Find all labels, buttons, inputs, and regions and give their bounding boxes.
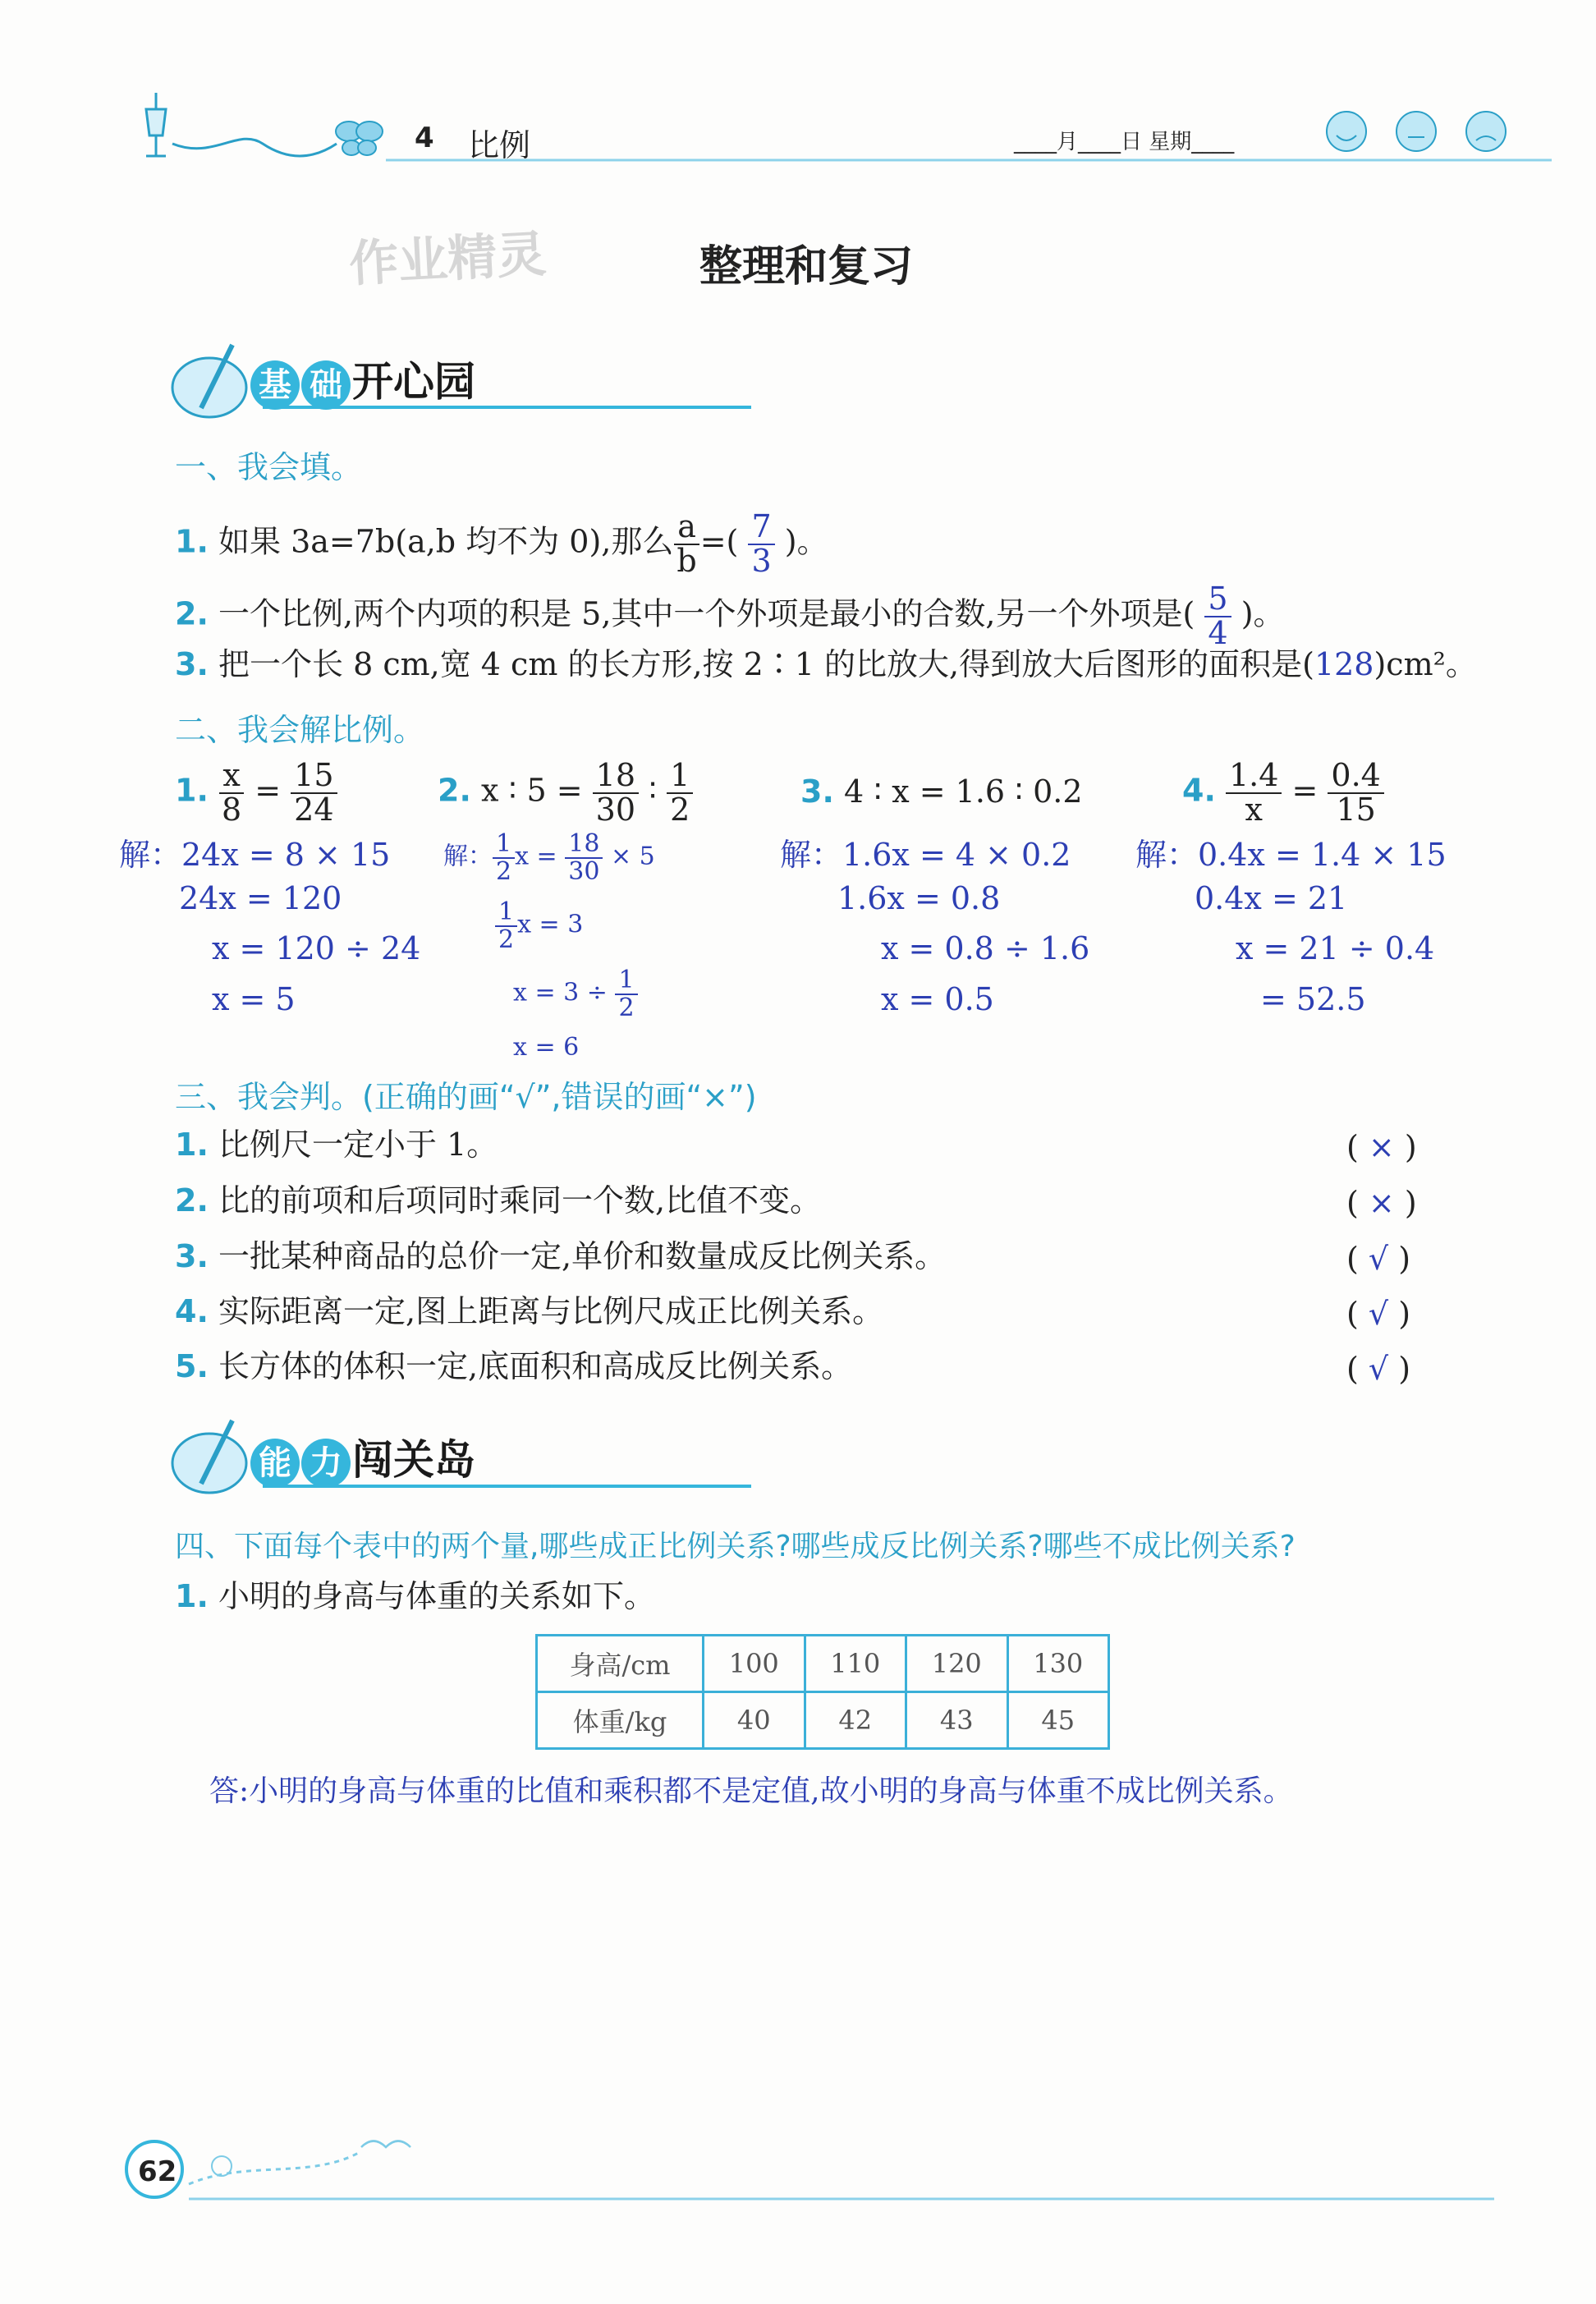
badge-li: 力 — [301, 1439, 351, 1488]
brush-icon-2 — [168, 1414, 259, 1496]
answer-128: 128 — [1314, 646, 1374, 682]
p4-step3: x = 21 ÷ 0.4 — [1236, 930, 1435, 966]
table-cell: 120 — [906, 1636, 1008, 1692]
date-line: ____月____日 星期____ — [1014, 130, 1235, 154]
p4-step2: 0.4x = 21 — [1195, 880, 1348, 916]
banner-basic — [250, 349, 475, 410]
s4-q1: 1. 小明的身高与体重的关系如下。 — [175, 1578, 655, 1614]
banner-basic-text: 开心园 — [352, 358, 475, 406]
answer-7-3: $\frac{7}{3}$ — [748, 511, 774, 578]
wavy-line — [172, 139, 337, 156]
p2-step2: $\frac{1}{2}$ x = 3 — [495, 899, 583, 952]
s2-p1: 1. $\frac{x}{8}$ = $\frac{15}{24}$ — [175, 760, 337, 827]
section2-title: 二、我会解比例。 — [175, 712, 425, 748]
banner-ability — [250, 1427, 475, 1488]
p2-step3: x = 3 ÷ $\frac{1}{2}$ — [513, 967, 638, 1021]
p4-step4: = 52.5 — [1260, 981, 1366, 1017]
butterfly-icon — [336, 122, 383, 155]
unit-title: 比例 — [468, 127, 531, 163]
table-cell: 45 — [1007, 1692, 1109, 1749]
lamp-icon — [146, 93, 166, 156]
s2-p2: 2. x ∶ 5 = $\frac{18}{30}$ ∶ $\frac{1}{2}$ — [438, 760, 693, 827]
frac-a-b: $\frac{a}{b}$ — [673, 511, 699, 578]
judge-item-1: 1. 比例尺一定小于 1。 — [175, 1127, 498, 1163]
table-cell: 身高/cm — [537, 1636, 704, 1692]
judge-item-5: 5. 长方体的体积一定,底面积和高成反比例关系。 — [175, 1348, 853, 1384]
badge-chu: 础 — [301, 360, 351, 410]
brush-icon — [168, 338, 259, 420]
table-cell: 40 — [704, 1692, 805, 1749]
table-cell: 42 — [805, 1692, 906, 1749]
section3-title: 三、我会判。(正确的画“√”,错误的画“×”) — [175, 1079, 757, 1115]
unit-number: 4 — [415, 122, 434, 154]
watermark: 作业精灵 — [347, 225, 548, 294]
p3-step4: x = 0.5 — [881, 981, 994, 1017]
table-row — [537, 1692, 1109, 1749]
table-cell: 43 — [906, 1692, 1008, 1749]
judge-item-2: 2. 比的前项和后项同时乘同一个数,比值不变。 — [175, 1182, 822, 1219]
p2-step1: 解： $\frac{1}{2}$ x = $\frac{18}{30}$ × 5 — [443, 829, 655, 886]
banner-ability-text: 闯关岛 — [352, 1436, 475, 1484]
p1-step1: 解：24x = 8 × 15 — [119, 837, 391, 873]
height-weight-table — [535, 1634, 1110, 1750]
s4-answer: 答:小明的身高与体重的比值和乘积都不是定值,故小明的身高与体重不成比例关系。 — [209, 1774, 1293, 1808]
p1-step4: x = 5 — [212, 981, 296, 1017]
table-cell: 110 — [805, 1636, 906, 1692]
answer-5-4: $\frac{5}{4}$ — [1204, 583, 1231, 650]
page-title: 整理和复习 — [699, 241, 914, 291]
table-cell: 130 — [1007, 1636, 1109, 1692]
judge-answer-5: ( √ ) — [1346, 1351, 1411, 1387]
p3-step3: x = 0.8 ÷ 1.6 — [881, 930, 1090, 966]
footer-decoration — [115, 2102, 1511, 2201]
table-row — [537, 1636, 1109, 1692]
judge-answer-2: ( × ) — [1346, 1185, 1417, 1221]
badge-neng: 能 — [250, 1439, 300, 1488]
section1-title: 一、我会填。 — [175, 449, 363, 485]
s2-p3: 3. 4 ∶ x = 1.6 ∶ 0.2 — [800, 773, 1083, 810]
judge-answer-4: ( √ ) — [1346, 1296, 1411, 1332]
judge-answer-3: ( √ ) — [1346, 1241, 1411, 1277]
p2-step4: x = 6 — [513, 1033, 580, 1062]
header-decoration — [123, 86, 1552, 177]
s1-q3: 3. 把一个长 8 cm,宽 4 cm 的长方形,按 2∶1 的比放大,得到放大后图形的面积是(128)cm²。 — [175, 646, 1477, 682]
judge-answer-1: ( × ) — [1346, 1129, 1417, 1165]
banner-basic-underline — [263, 406, 751, 409]
table-cell: 体重/kg — [537, 1692, 704, 1749]
s1-q1: 1. 如果 3a=7b(a,b 均不为 0),那么 $\frac{a}{b}$ =( $\frac{7}{3}$ )。 — [175, 508, 828, 579]
page-number: 62 — [138, 2155, 177, 2188]
p4-step1: 解：0.4x = 1.4 × 15 — [1135, 837, 1447, 873]
judge-item-4: 4. 实际距离一定,图上距离与比例尺成正比例关系。 — [175, 1293, 884, 1329]
p1-step2: 24x = 120 — [179, 880, 342, 916]
smiley-icons — [1327, 112, 1506, 151]
bird-icon — [361, 2141, 410, 2148]
p1-step3: x = 120 ÷ 24 — [212, 930, 421, 966]
section4-title: 四、下面每个表中的两个量,哪些成正比例关系?哪些成反比例关系?哪些不成比例关系? — [175, 1530, 1296, 1563]
table-cell: 100 — [704, 1636, 805, 1692]
s2-p4: 4. $\frac{1.4}{x}$ = $\frac{0.4}{15}$ — [1182, 760, 1384, 827]
judge-item-3: 3. 一批某种商品的总价一定,单价和数量成反比例关系。 — [175, 1238, 947, 1274]
badge-ji: 基 — [250, 360, 300, 410]
s1-q2: 2. 一个比例,两个内项的积是 5,其中一个外项是最小的合数,另一个外项是( $\frac{5}{4}$ )。 — [175, 581, 1285, 651]
banner-ability-underline — [263, 1485, 751, 1488]
p3-step2: 1.6x = 0.8 — [837, 880, 1001, 916]
p3-step1: 解：1.6x = 4 × 0.2 — [780, 837, 1071, 873]
